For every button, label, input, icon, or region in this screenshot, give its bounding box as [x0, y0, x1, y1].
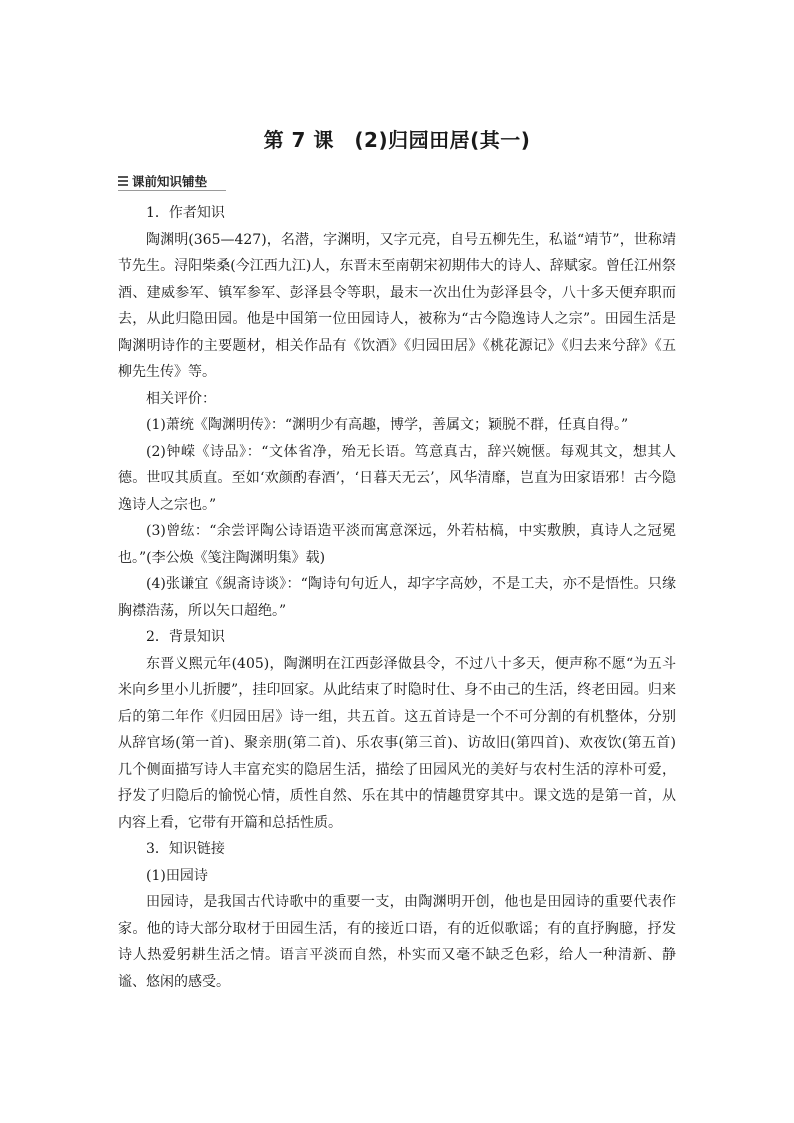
- body-text: [118, 200, 676, 995]
- section-heading-text: 课前知识铺垫: [132, 174, 208, 189]
- subheading-evaluations: 相关评价：: [146, 390, 216, 407]
- paragraph-author-bio: 陶渊明(365—427)，名潜，字渊明，又字元亮，自号五柳先生，私谥“靖节”，世称靖节先生。浔阳柴桑(今江西九江)人，东晋末至南朝宋初期伟大的诗人、辞赋家。曾任江州祭酒、建威参军、镇军参军、彭泽县令等职，最末一次出仕为彭泽县令，八十多天便弃职而去，从此归隐田园。他是中国第一位田园诗人，被称为“古今隐逸诗人之宗”。田园生活是陶渊明诗作的主要题材，相关作品有《饮酒》《归园田居》《桃花源记》《归去来兮辞》《五柳先生传》等。: [118, 231, 676, 380]
- subheading-author: 1．作者知识: [146, 205, 225, 221]
- evaluation-item-4: (4)张谦宜《絸斋诗谈》：“陶诗句句近人，却字字高妙，不是工夫，亦不是悟性。只缘胸襟浩荡，所以矢口超绝。”: [118, 576, 676, 619]
- paragraph-background: 东晋义熙元年(405)，陶渊明在江西彭泽做县令，不过八十多天，便声称不愿“为五斗米向乡里小儿折腰”，挂印回家。从此结束了时隐时仕、身不由己的生活，终老田园。归来后的第二年作《归园田居》诗一组，共五首。这五首诗是一个不可分割的有机整体，分别从辞官场(第一首)、聚亲朋(第二首)、乐农事(第三首)、访故旧(第四首)、欢夜饮(第五首)几个侧面描写诗人丰富充实的隐居生活，描绘了田园风光的美好与农村生活的淳朴可爱，抒发了归隐后的愉悦心情，质性自然、乐在其中的情趣贯穿其中。课文选的是第一首，从内容上看，它带有开篇和总括性质。: [118, 655, 676, 831]
- section-heading: [118, 172, 226, 191]
- lesson-title: 第 7 课 (2)归园田居(其一): [263, 128, 531, 152]
- evaluation-item-2: (2)钟嵘《诗品》：“文体省净，殆无长语。笃意真古，辞兴婉惬。每观其文，想其人德。世叹其质直。至如‘欢颜酌春酒’，‘日暮天无云’，风华清靡，岂直为田家语邪！古今隐逸诗人之宗也。”: [118, 443, 676, 513]
- subheading-background: 2．背景知识: [146, 629, 225, 645]
- evaluation-item-1: (1)萧统《陶渊明传》：“渊明少有高趣，博学，善属文；颖脱不群，任真自得。”: [146, 417, 629, 433]
- paragraph-pastoral-poetry: 田园诗，是我国古代诗歌中的重要一支，由陶渊明开创，他也是田园诗的重要代表作家。他的诗大部分取材于田园生活，有的接近口语，有的近似歌谣；有的直抒胸臆，抒发诗人热爱躬耕生活之情。语言平淡而自然，朴实而又毫不缺乏色彩，给人一种清新、静谧、悠闲的感受。: [118, 894, 676, 990]
- section-bars-icon: [118, 176, 128, 186]
- subheading-pastoral-poetry: (1)田园诗: [146, 867, 208, 884]
- subheading-knowledge-link: 3．知识链接: [146, 841, 225, 857]
- evaluation-item-3: (3)曾纮：“余尝评陶公诗语造平淡而寓意深远，外若枯槁，中实敷腴，真诗人之冠冕也。”(李公焕《笺注陶渊明集》载): [118, 523, 676, 566]
